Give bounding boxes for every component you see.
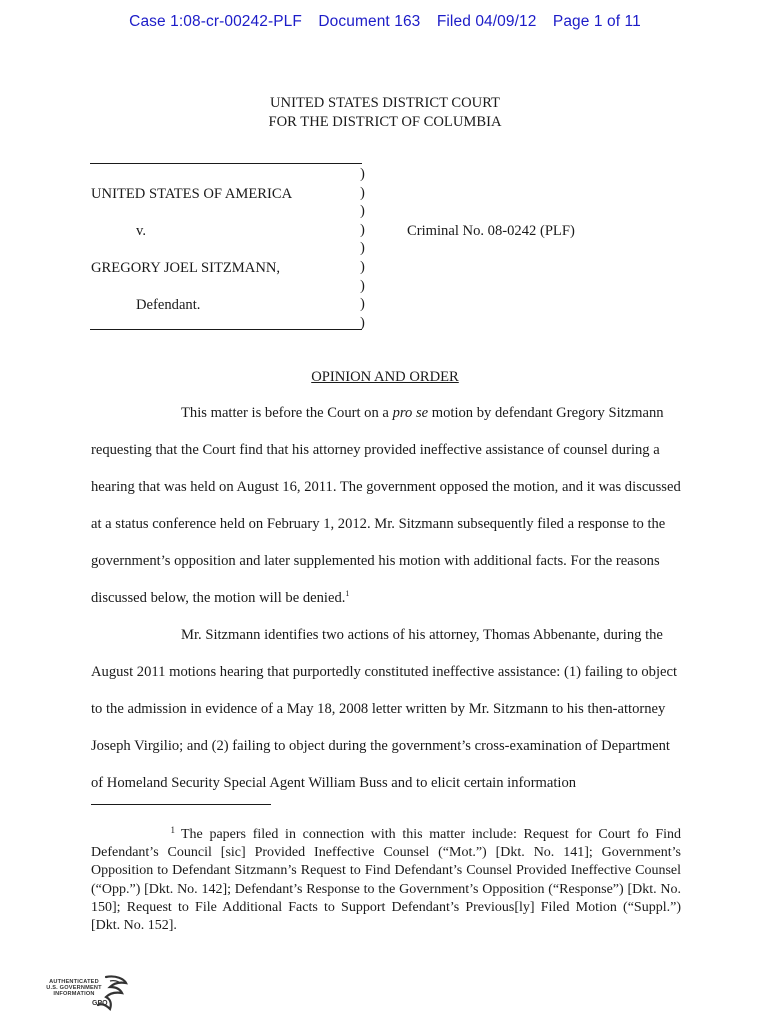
seal-line-2: U.S. GOVERNMENT <box>46 985 102 992</box>
caption-paren: ) <box>360 221 365 238</box>
page-indicator: Page 1 of 11 <box>552 13 641 30</box>
caption-top-rule <box>90 163 362 164</box>
caption-bottom-rule <box>90 329 362 330</box>
footnote-reference: 1 <box>345 588 350 598</box>
para1-text-b: motion by defendant Gregory Sitzmann requesting that the Court find that his attorney provided ineffective assistance of counsel during a hearing that was held on August 16, 2011. The government opposed the motion, and it was discussed at a status conference held on February 1, 2012. Mr. Sitzmann subsequently filed a response to the government’s opposition and later supplemented his motion with additional facts. For the reasons discussed below, the motion will be denied. <box>91 405 681 606</box>
paragraph-1 <box>91 395 681 616</box>
document-number: Document 163 <box>318 13 421 30</box>
caption-paren-column <box>360 165 365 332</box>
caption-versus: v. <box>136 223 146 239</box>
caption-defendant-name: GREGORY JOEL SITZMANN, <box>91 260 281 276</box>
filed-date: Filed 04/09/12 <box>436 13 537 30</box>
caption-paren: ) <box>360 258 365 275</box>
caption-paren: ) <box>360 277 365 294</box>
eagle-icon <box>44 973 130 1017</box>
seal-line-1: AUTHENTICATED <box>49 979 99 985</box>
criminal-number: Criminal No. 08-0242 (PLF) <box>407 223 575 239</box>
court-district: FOR THE DISTRICT OF COLUMBIA <box>268 114 502 130</box>
paragraph-2: Mr. Sitzmann identifies two actions of his attorney, Thomas Abbenante, during the August 2011 motions hearing that purportedly constituted ineffective assistance: (1) failing to object to the admission in evidence of a May 18, 2008 letter written by Mr. Sitzmann to his then-attorney Joseph Virgilio; and (2) failing to object during the government’s cross-examination of Department of Homeland Security Special Agent William Buss and to elicit certain information <box>91 627 678 791</box>
body-paragraph-1 <box>91 395 681 616</box>
para1-pro-se: pro se <box>392 405 429 421</box>
footnote-1 <box>91 821 681 935</box>
para1-text-a: This matter is before the Court on a <box>181 405 393 421</box>
seal-line-3: INFORMATION <box>53 991 95 998</box>
footnote-text: The papers filed in connection with this matter include: Request for Court fo Find Defendant’s Council [sic] Provided Ineffective Counsel (“Mot.”) [Dkt. No. 141]; Government’s Opposition to Defendant Sitzmann’s Request to Find Defendant’s Counsel Provided Ineffective Counsel (“Opp.”) [Dkt. No. 142]; Defendant’s Response to the Government’s Opposition (“Response”) [Dkt. No. 150]; Request to File Additional Facts to Support Defendant’s Previous[ly] Filed Motion (“Suppl.”) [Dkt. No. 152]. <box>91 827 681 934</box>
caption-paren: ) <box>360 184 365 201</box>
filing-header-stamp <box>0 13 770 31</box>
caption-plaintiff: UNITED STATES OF AMERICA <box>91 186 293 202</box>
caption-paren: ) <box>360 240 365 257</box>
caption-paren: ) <box>360 296 365 313</box>
document-title <box>0 369 770 386</box>
case-number: Case 1:08-cr-00242-PLF <box>129 13 302 30</box>
seal-gpo-mark: GPO <box>92 1000 108 1007</box>
caption-paren: ) <box>360 166 365 182</box>
footnote-separator <box>91 804 271 805</box>
court-name: UNITED STATES DISTRICT COURT <box>270 95 500 111</box>
caption-paren: ) <box>360 203 365 220</box>
gpo-authentication-seal <box>44 973 130 1017</box>
caption-paren: ) <box>360 314 365 331</box>
court-heading <box>0 94 770 132</box>
caption-defendant-role: Defendant. <box>136 297 201 313</box>
body-paragraph-2 <box>91 617 681 802</box>
footnote-mark: 1 <box>170 825 175 835</box>
document-title-text: OPINION AND ORDER <box>311 369 459 385</box>
